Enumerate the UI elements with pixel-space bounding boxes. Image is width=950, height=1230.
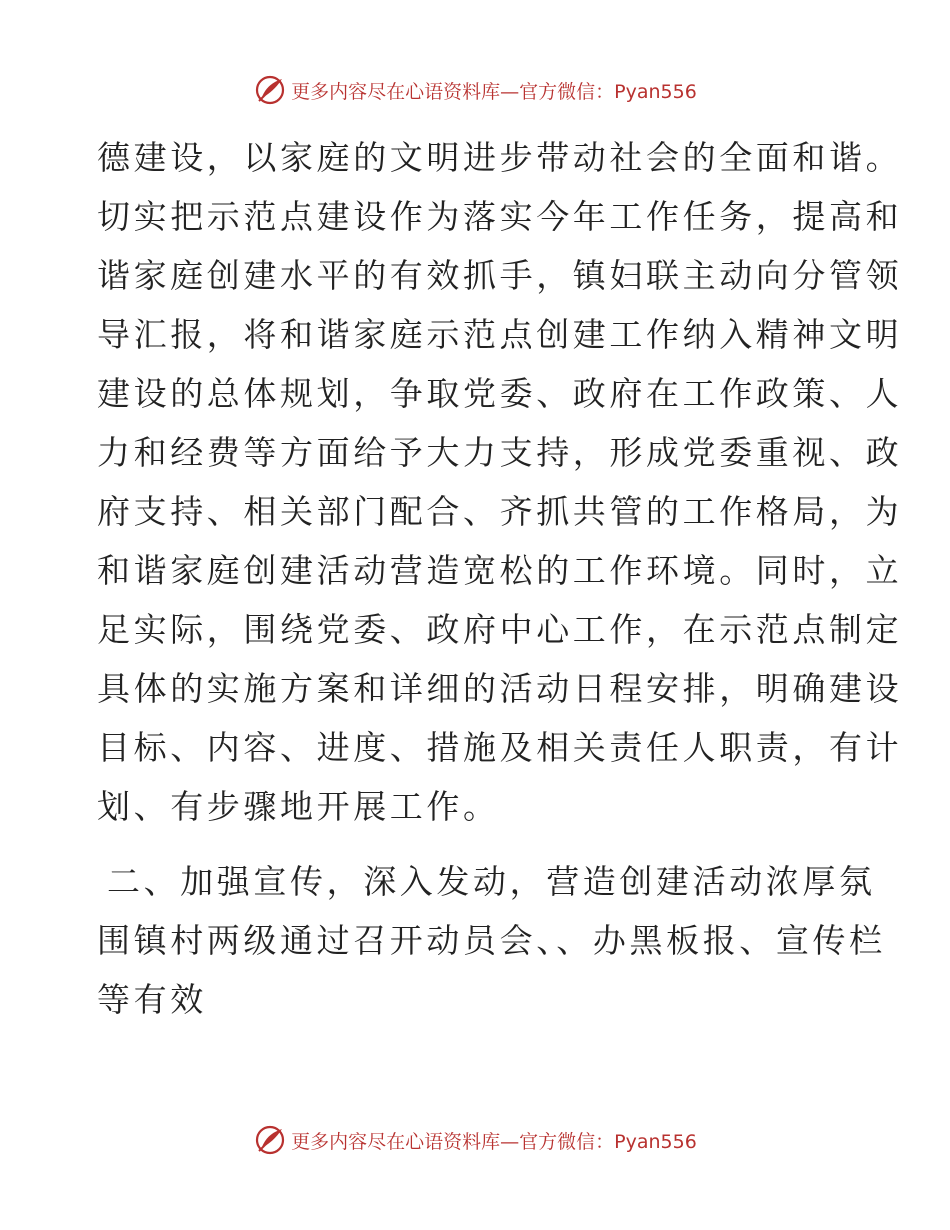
feather-quill-logo-icon: [253, 1123, 287, 1157]
header-wechat-id: Pyan556: [614, 80, 697, 103]
body-line: 力和经费等方面给予大力支持，形成党委重视、政: [97, 433, 903, 472]
body-line: 建设的总体规划，争取党委、政府在工作政策、人: [97, 374, 903, 413]
paragraph-gap: [97, 836, 857, 852]
header-banner-label: 更多内容尽在心语资料库—官方微信：: [291, 80, 615, 103]
body-line: 具体的实施方案和详细的活动日程安排，明确建设: [97, 669, 903, 708]
body-line: 和谐家庭创建活动营造宽松的工作环境。同时，立: [97, 551, 903, 590]
body-line: 府支持、相关部门配合、齐抓共管的工作格局，为: [97, 492, 903, 531]
body-line: 切实把示范点建设作为落实今年工作任务，提高和: [97, 197, 903, 236]
body-line: 围镇村两级通过召开动员会、、办黑板报、宣传栏: [97, 921, 886, 960]
body-line: 划、有步骤地开展工作。: [97, 787, 500, 826]
body-line: 目标、内容、进度、措施及相关责任人职责，有计: [97, 728, 903, 767]
body-line: 德建设，以家庭的文明进步带动社会的全面和谐。: [97, 138, 903, 177]
body-line: 谐家庭创建水平的有效抓手，镇妇联主动向分管领: [97, 256, 903, 295]
feather-quill-logo-icon: [253, 73, 287, 107]
footer-banner: [0, 1120, 950, 1160]
body-line: 足实际，围绕党委、政府中心工作，在示范点制定: [97, 610, 903, 649]
header-banner: [0, 70, 950, 110]
body-line: 导汇报，将和谐家庭示范点创建工作纳入精神文明: [97, 315, 903, 354]
section-heading-line: 二、加强宣传，深入发动，营造创建活动浓厚氛: [107, 862, 876, 901]
body-line: 等有效: [97, 980, 207, 1019]
footer-banner-label: 更多内容尽在心语资料库—官方微信：: [291, 1130, 615, 1153]
header-banner-text: [291, 77, 697, 104]
footer-wechat-id: Pyan556: [614, 1130, 697, 1153]
footer-banner-text: [291, 1127, 697, 1154]
document-body: [97, 128, 903, 1029]
